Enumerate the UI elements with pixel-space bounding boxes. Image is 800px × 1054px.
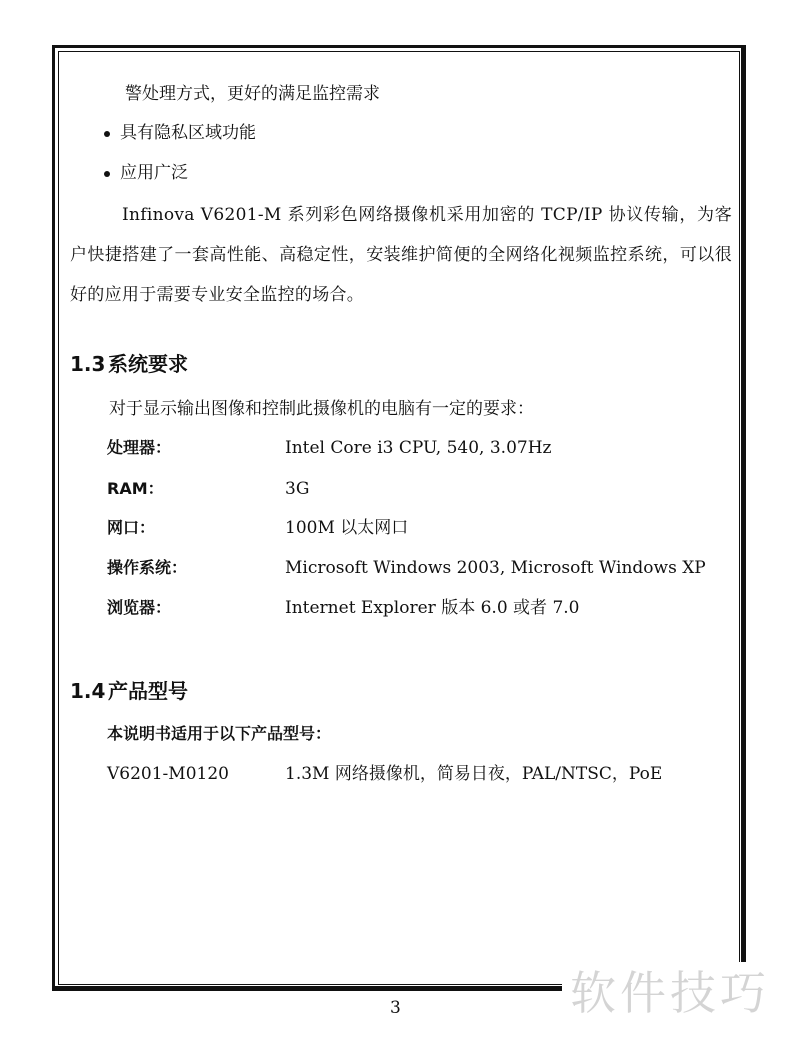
section-heading-1-4 — [70, 677, 188, 705]
product-description-paragraph: Infinova V6201-M 系列彩色网络摄像机采用加密的 TCP/IP 协议传输，为客户快捷搭建了一套高性能、高稳定性，安装维护简便的全网络化视频监控系统，可以很好的应用于需要专业安全监控的场合。 — [70, 205, 732, 305]
requirement-value-network: 100M 以太网口 — [285, 518, 409, 538]
requirement-value-cpu: Intel Core i3 CPU, 540, 3.07Hz — [285, 438, 552, 458]
bullet-text: 具有隐私区域功能 — [120, 123, 256, 143]
section-number: 1.4 — [70, 679, 106, 703]
section-number: 1.3 — [70, 352, 106, 376]
section-title: 产品型号 — [108, 679, 188, 703]
requirement-label-cpu: 处理器： — [107, 438, 172, 457]
requirement-label-network: 网口： — [107, 518, 156, 537]
product-model-number: V6201-M0120 — [107, 764, 229, 784]
requirement-value-ram: 3G — [285, 479, 310, 499]
bullet-item-privacy — [104, 121, 256, 145]
bullet-item-applications — [104, 161, 188, 185]
section-title: 系统要求 — [108, 352, 188, 376]
requirement-label-ram: RAM： — [107, 479, 164, 498]
bullet-dot-icon — [104, 171, 110, 177]
requirement-label-os: 操作系统： — [107, 558, 188, 577]
bullet-text: 应用广泛 — [120, 163, 188, 183]
page-number: 3 — [390, 998, 401, 1018]
intro-line: 警处理方式，更好的满足监控需求 — [125, 84, 380, 104]
requirement-value-browser: Internet Explorer 版本 6.0 或者 7.0 — [285, 598, 580, 618]
requirement-label-browser: 浏览器： — [107, 598, 172, 617]
requirement-value-os: Microsoft Windows 2003, Microsoft Windows XP — [285, 558, 706, 578]
section-intro-1-4: 本说明书适用于以下产品型号： — [107, 724, 332, 743]
section-intro-1-3: 对于显示输出图像和控制此摄像机的电脑有一定的要求： — [109, 399, 534, 419]
section-heading-1-3 — [70, 350, 188, 378]
bullet-dot-icon — [104, 131, 110, 137]
product-model-description: 1.3M 网络摄像机，简易日夜，PAL/NTSC，PoE — [285, 764, 663, 784]
watermark-text: 软件技巧 — [562, 962, 800, 1024]
